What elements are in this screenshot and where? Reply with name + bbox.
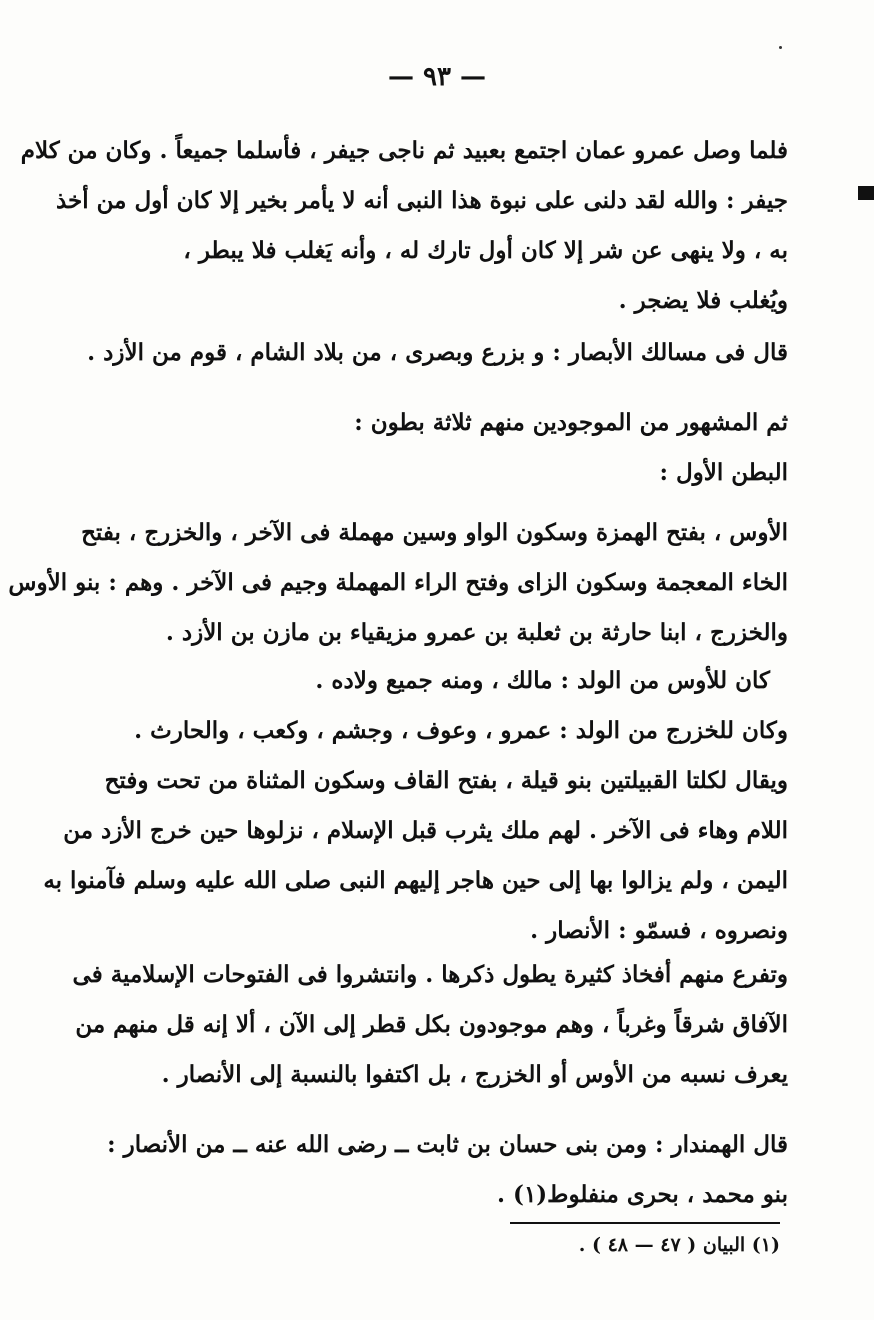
text-line: وتفرع منهم أفخاذ كثيرة يطول ذكرها . وانتشروا فى الفتوحات الإسلامية فى bbox=[72, 961, 788, 988]
text-line: والخزرج ، ابنا حارثة بن ثعلبة بن عمرو مزيقياء بن مازن بن الأزد . bbox=[165, 619, 788, 646]
paragraph-branches bbox=[72, 950, 788, 1100]
footnote: (١) البيان ( ٤٧ — ٤٨ ) . bbox=[578, 1234, 780, 1256]
paragraph-aws-children bbox=[98, 656, 788, 706]
paragraph-khazraj-children bbox=[98, 706, 788, 756]
text-line: جيفر : والله لقد دلنى على نبوة هذا النبى أنه لا يأمر بخير إلا كان أول من أخذ bbox=[55, 187, 788, 214]
text-line: قال فى مسالك الأبصار : و بزرع وبصرى ، من بلاد الشام ، قوم من الأزد . bbox=[87, 339, 788, 366]
text-line: اليمن ، ولم يزالوا بها إلى حين هاجر إليهم النبى صلى الله عليه وسلم فآمنوا به bbox=[43, 867, 788, 894]
footnote-divider bbox=[510, 1222, 780, 1224]
paragraph-masalik bbox=[87, 328, 788, 378]
paragraph-aws-khazraj bbox=[8, 508, 788, 658]
page-number: — ٩٣ — bbox=[387, 62, 487, 92]
text-line: ويقال لكلتا القبيلتين بنو قيلة ، بفتح القاف وسكون المثناة من تحت وفتح bbox=[104, 767, 788, 794]
scan-speck bbox=[779, 46, 782, 49]
page-edge-mark bbox=[858, 186, 874, 200]
paragraph-banu-qayla bbox=[43, 756, 788, 956]
text-line: اللام وهاء فى الآخر . لهم ملك يثرب قبل الإسلام ، نزلوها حين خرج الأزد من bbox=[63, 817, 788, 844]
text-line: قال الهمندار : ومن بنى حسان بن ثابت ــ رضى الله عنه ــ من الأنصار : bbox=[107, 1131, 788, 1158]
text-line: الخاء المعجمة وسكون الزاى وفتح الراء المهملة وجيم فى الآخر . وهم : بنو الأوس bbox=[8, 569, 788, 596]
paragraph-hamandar bbox=[98, 1120, 788, 1220]
paragraph-three-clans bbox=[98, 398, 788, 498]
paragraph-amr-oman bbox=[20, 126, 788, 326]
text-line: ثم المشهور من الموجودين منهم ثلاثة بطون : bbox=[354, 409, 788, 436]
section-heading: البطن الأول : bbox=[659, 459, 788, 486]
text-line: الآفاق شرقاً وغرباً ، وهم موجودون بكل قطر إلى الآن ، ألا إنه قل منهم من bbox=[75, 1011, 788, 1038]
text-line: ويُغلب فلا يضجر . bbox=[618, 287, 788, 314]
text-line: فلما وصل عمرو عمان اجتمع بعبيد ثم ناجى جيفر ، فأسلما جميعاً . وكان من كلام bbox=[20, 137, 788, 164]
text-line: ونصروه ، فسمّو : الأنصار . bbox=[530, 917, 788, 944]
text-line: الأوس ، بفتح الهمزة وسكون الواو وسين مهملة فى الآخر ، والخزرج ، بفتح bbox=[81, 519, 788, 546]
text-line: به ، ولا ينهى عن شر إلا كان أول تارك له ، وأنه يَغلب فلا يبطر ، bbox=[183, 237, 788, 264]
text-line: يعرف نسبه من الأوس أو الخزرج ، بل اكتفوا بالنسبة إلى الأنصار . bbox=[161, 1061, 788, 1088]
text-line: بنو محمد ، بحرى منفلوط(١) . bbox=[497, 1181, 788, 1208]
text-line: كان للأوس من الولد : مالك ، ومنه جميع ولاده . bbox=[315, 667, 770, 694]
text-line: وكان للخزرج من الولد : عمرو ، وعوف ، وجشم ، وكعب ، والحارث . bbox=[134, 717, 788, 744]
